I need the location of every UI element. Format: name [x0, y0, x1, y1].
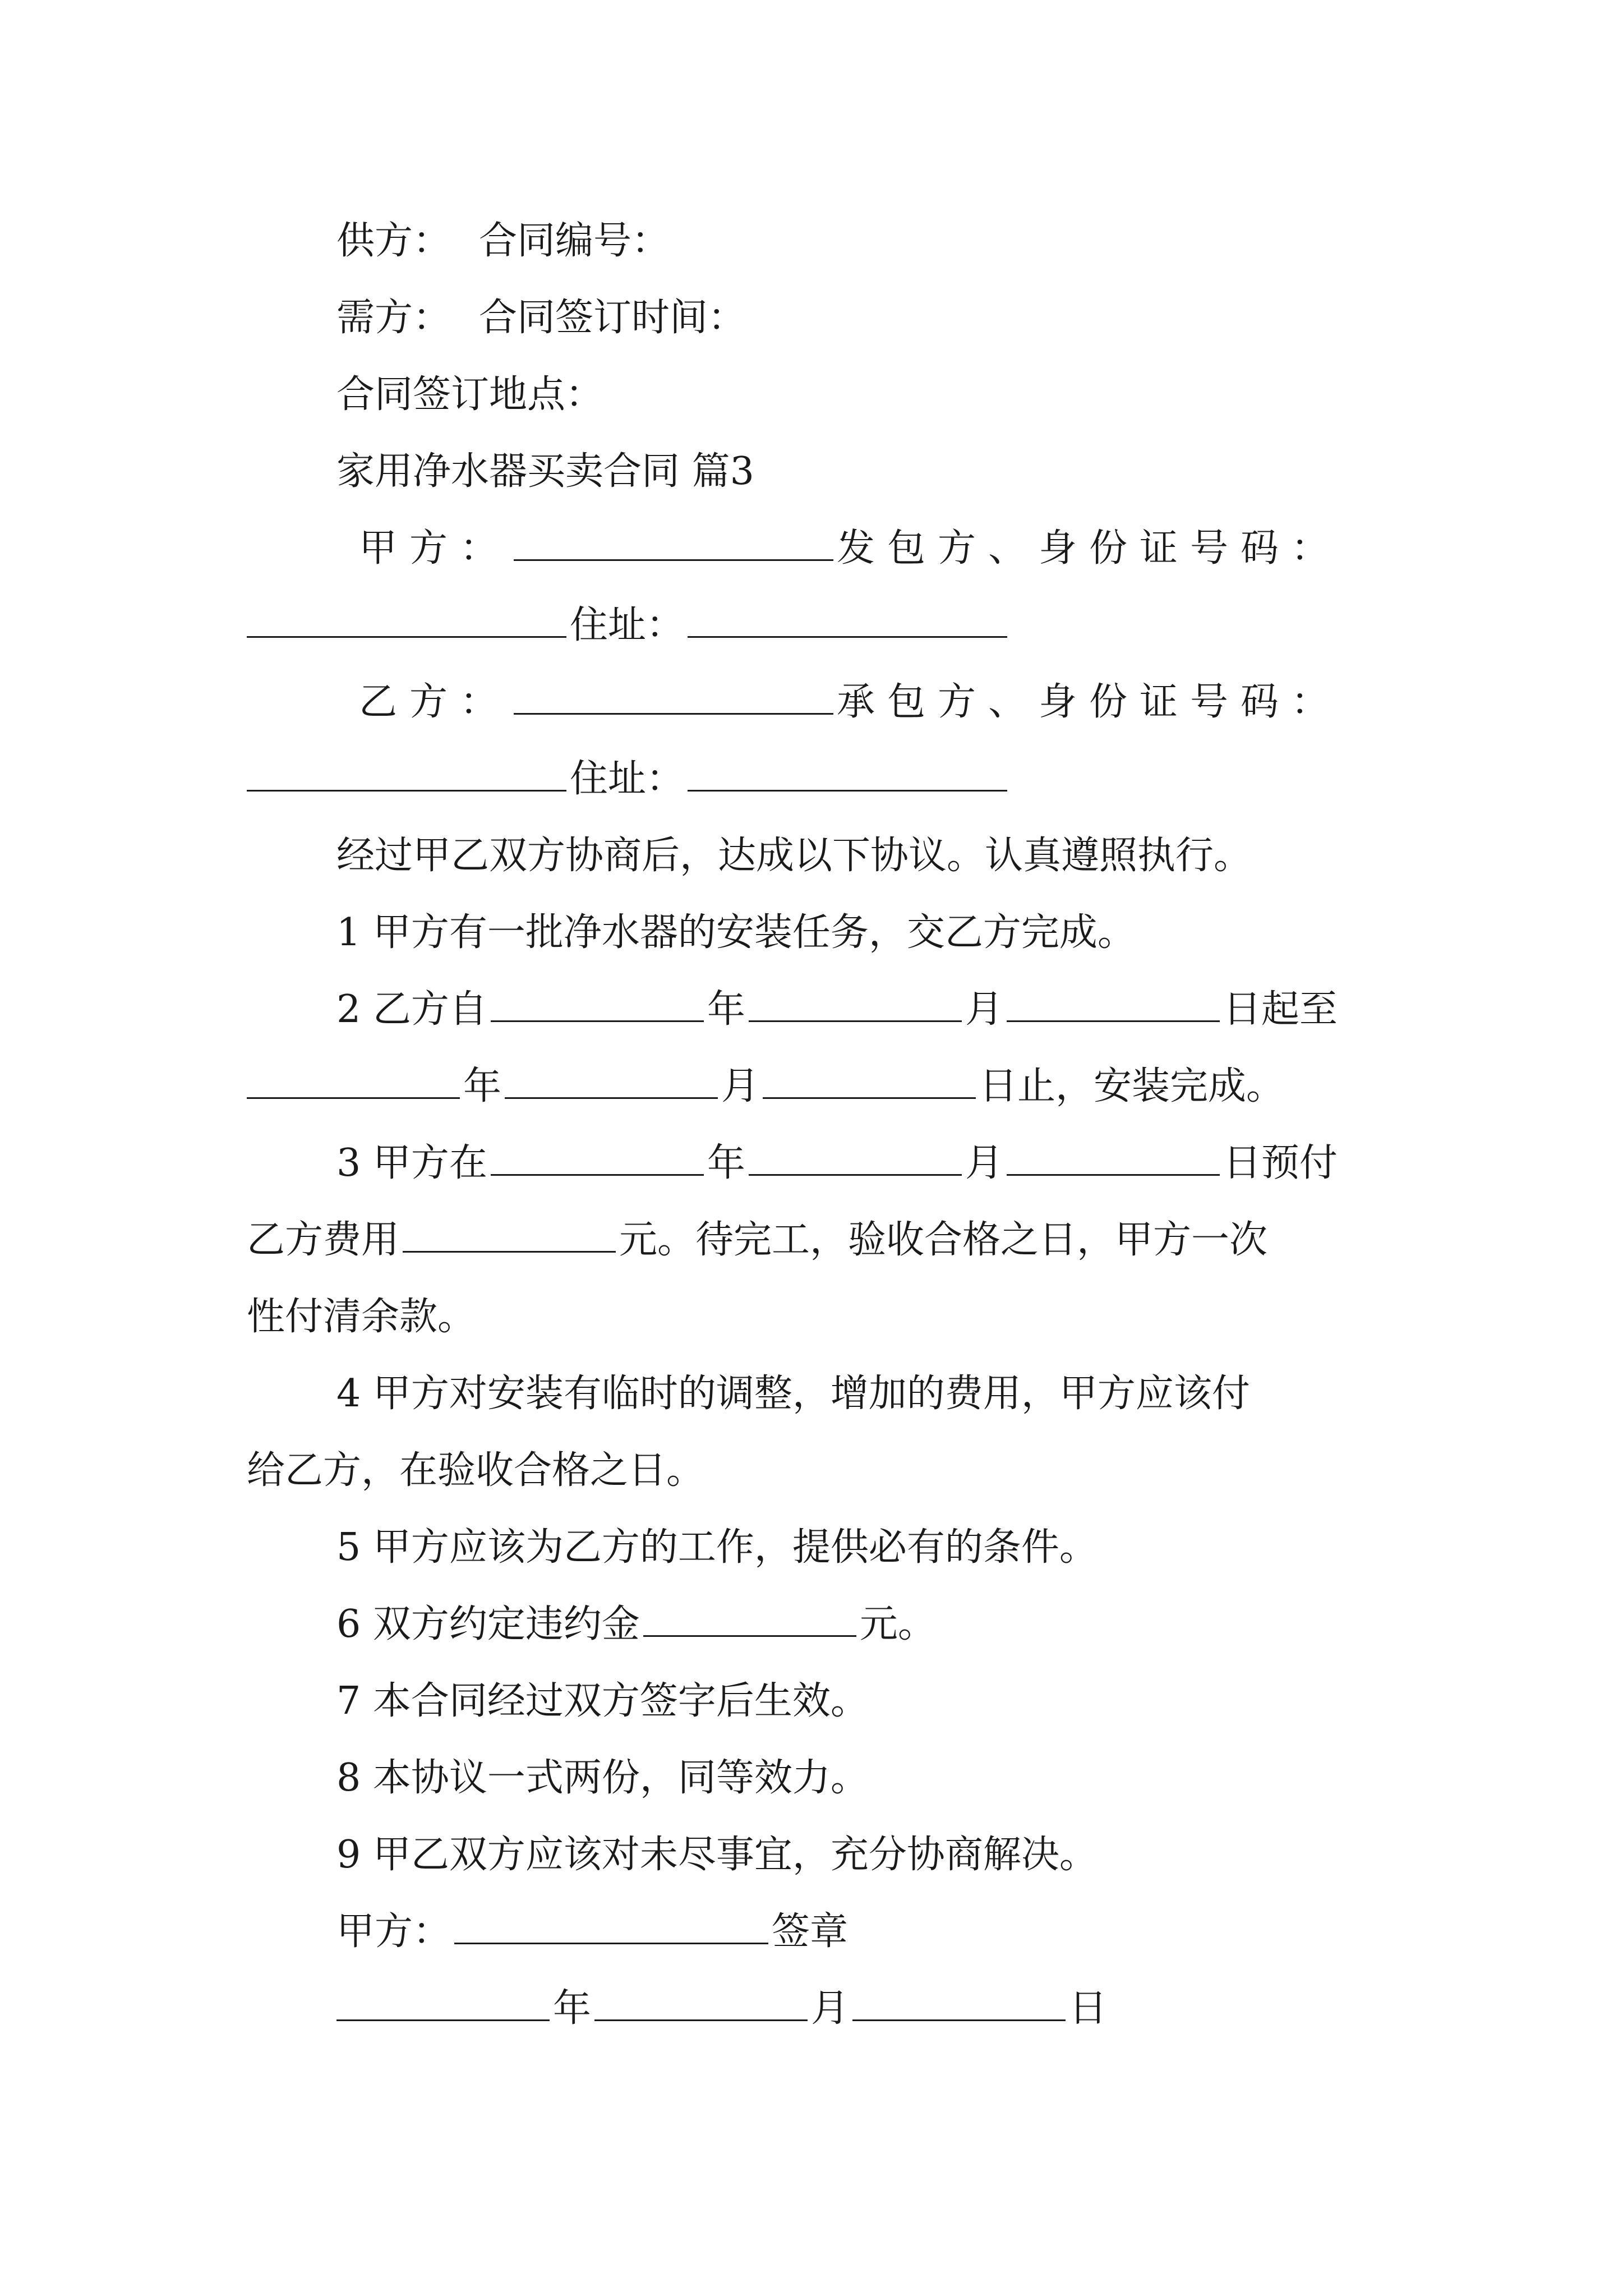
clause-3-year: 年 [707, 1141, 745, 1185]
signature-line [0, 1904, 1623, 1960]
signature-blank[interactable] [454, 1904, 768, 1944]
party-a-address-blank[interactable] [688, 598, 1007, 638]
clause-3-line-1 [0, 1135, 1623, 1191]
clause-2-day-blank[interactable] [1007, 982, 1220, 1022]
supplier-label: 供方： [336, 219, 451, 263]
clause-9-text: 9 甲乙双方应该对未尽事宜，充分协商解决。 [336, 1833, 1098, 1877]
buyer-label: 需方： [336, 296, 451, 340]
sign-place-label: 合同签订地点： [336, 372, 604, 417]
sign-time-label: 合同签订时间： [479, 296, 746, 340]
clause-2-day-end: 日止，安装完成。 [979, 1064, 1285, 1108]
party-b-address-label: 住址： [570, 757, 685, 801]
clause-6-unit: 元。 [859, 1602, 936, 1646]
sign-place-line [0, 367, 1623, 423]
clause-3-day-prepay: 日预付 [1223, 1141, 1338, 1185]
party-a-address-line [0, 597, 1623, 654]
supplier-line [0, 213, 1623, 269]
clause-2-month2: 月 [721, 1064, 760, 1108]
party-b-address-blank[interactable] [688, 752, 1007, 792]
intro-line [0, 828, 1623, 884]
party-a-address-label: 住址： [570, 603, 685, 647]
clause-3-start: 3 甲方在 [336, 1141, 487, 1185]
party-b-line [0, 674, 1623, 730]
party-a-name-blank[interactable] [514, 521, 833, 561]
clause-1-text: 1 甲方有一批净水器的安装任务，交乙方完成。 [336, 910, 1136, 955]
clause-2-start: 2 乙方自 [336, 987, 487, 1032]
signature-year: 年 [553, 1986, 592, 2031]
clause-2-year2-blank[interactable] [247, 1059, 460, 1099]
contract-no-label: 合同编号： [479, 219, 670, 263]
clause-5-text: 5 甲方应该为乙方的工作，提供必有的条件。 [336, 1525, 1098, 1570]
clause-3-month-blank[interactable] [749, 1136, 962, 1176]
clause-2-year: 年 [707, 987, 745, 1032]
clause-3-fee-label: 乙方费用 [247, 1218, 400, 1262]
party-a-label: 甲方： [359, 526, 511, 570]
clause-3-fee-blank[interactable] [403, 1213, 616, 1253]
clause-2-month-blank[interactable] [749, 982, 962, 1022]
clause-2-year2: 年 [463, 1064, 502, 1108]
signature-day: 日 [1069, 1986, 1108, 2031]
clause-3-day-blank[interactable] [1007, 1136, 1220, 1176]
clause-2-line-1 [0, 982, 1623, 1038]
buyer-line [0, 290, 1623, 346]
signature-party-label: 甲方： [336, 1910, 451, 1954]
party-a-id-blank[interactable] [247, 598, 566, 638]
signature-year-blank[interactable] [336, 1981, 550, 2021]
clause-4-line-2 [0, 1443, 1623, 1499]
clause-2-month2-blank[interactable] [505, 1059, 718, 1099]
clause-5 [0, 1520, 1623, 1576]
clause-6 [0, 1596, 1623, 1653]
clause-4-text-1: 4 甲方对安装有临时的调整，增加的费用，甲方应该付 [336, 1372, 1250, 1416]
clause-3-yuan-rest: 元。待完工，验收合格之日，甲方一次 [619, 1218, 1268, 1262]
clause-3-year-blank[interactable] [491, 1136, 704, 1176]
signature-day-blank[interactable] [852, 1981, 1066, 2021]
signature-seal-label: 签章 [772, 1910, 849, 1954]
signature-month-blank[interactable] [594, 1981, 808, 2021]
clause-6-amount-blank[interactable] [643, 1597, 856, 1637]
clause-3-rest: 性付清余款。 [247, 1295, 476, 1339]
party-a-line [0, 521, 1623, 577]
clause-2-year-blank[interactable] [491, 982, 704, 1022]
clause-7 [0, 1673, 1623, 1729]
clause-7-text: 7 本合同经过双方签字后生效。 [336, 1679, 869, 1723]
clause-2-line-2 [0, 1059, 1623, 1115]
clause-2-day2-blank[interactable] [763, 1059, 976, 1099]
clause-3-line-3 [0, 1289, 1623, 1345]
clause-8 [0, 1750, 1623, 1806]
clause-2-day-start: 日起至 [1223, 987, 1338, 1032]
signature-month: 月 [811, 1986, 850, 2031]
clause-4-text-2: 给乙方，在验收合格之日。 [247, 1448, 705, 1493]
party-b-name-blank[interactable] [514, 675, 833, 715]
party-b-role: 承包方、身份证号码： [837, 680, 1342, 724]
clause-4-line-1 [0, 1366, 1623, 1422]
section-title [0, 444, 1623, 500]
signature-date-line [0, 1981, 1623, 2037]
party-a-role: 发包方、身份证号码： [837, 526, 1342, 570]
party-b-label: 乙方： [359, 680, 511, 724]
party-b-id-blank[interactable] [247, 752, 566, 792]
clause-3-line-2 [0, 1212, 1623, 1268]
clause-6-text: 6 双方约定违约金 [336, 1602, 640, 1646]
clause-9 [0, 1827, 1623, 1883]
intro-text: 经过甲乙双方协商后，达成以下协议。认真遵照执行。 [336, 834, 1252, 878]
clause-2-month: 月 [965, 987, 1003, 1032]
clause-3-month: 月 [965, 1141, 1003, 1185]
clause-1 [0, 905, 1623, 961]
party-b-address-line [0, 751, 1623, 807]
clause-8-text: 8 本协议一式两份，同等效力。 [336, 1756, 869, 1800]
section-title-text: 家用净水器买卖合同 篇3 [336, 449, 754, 494]
